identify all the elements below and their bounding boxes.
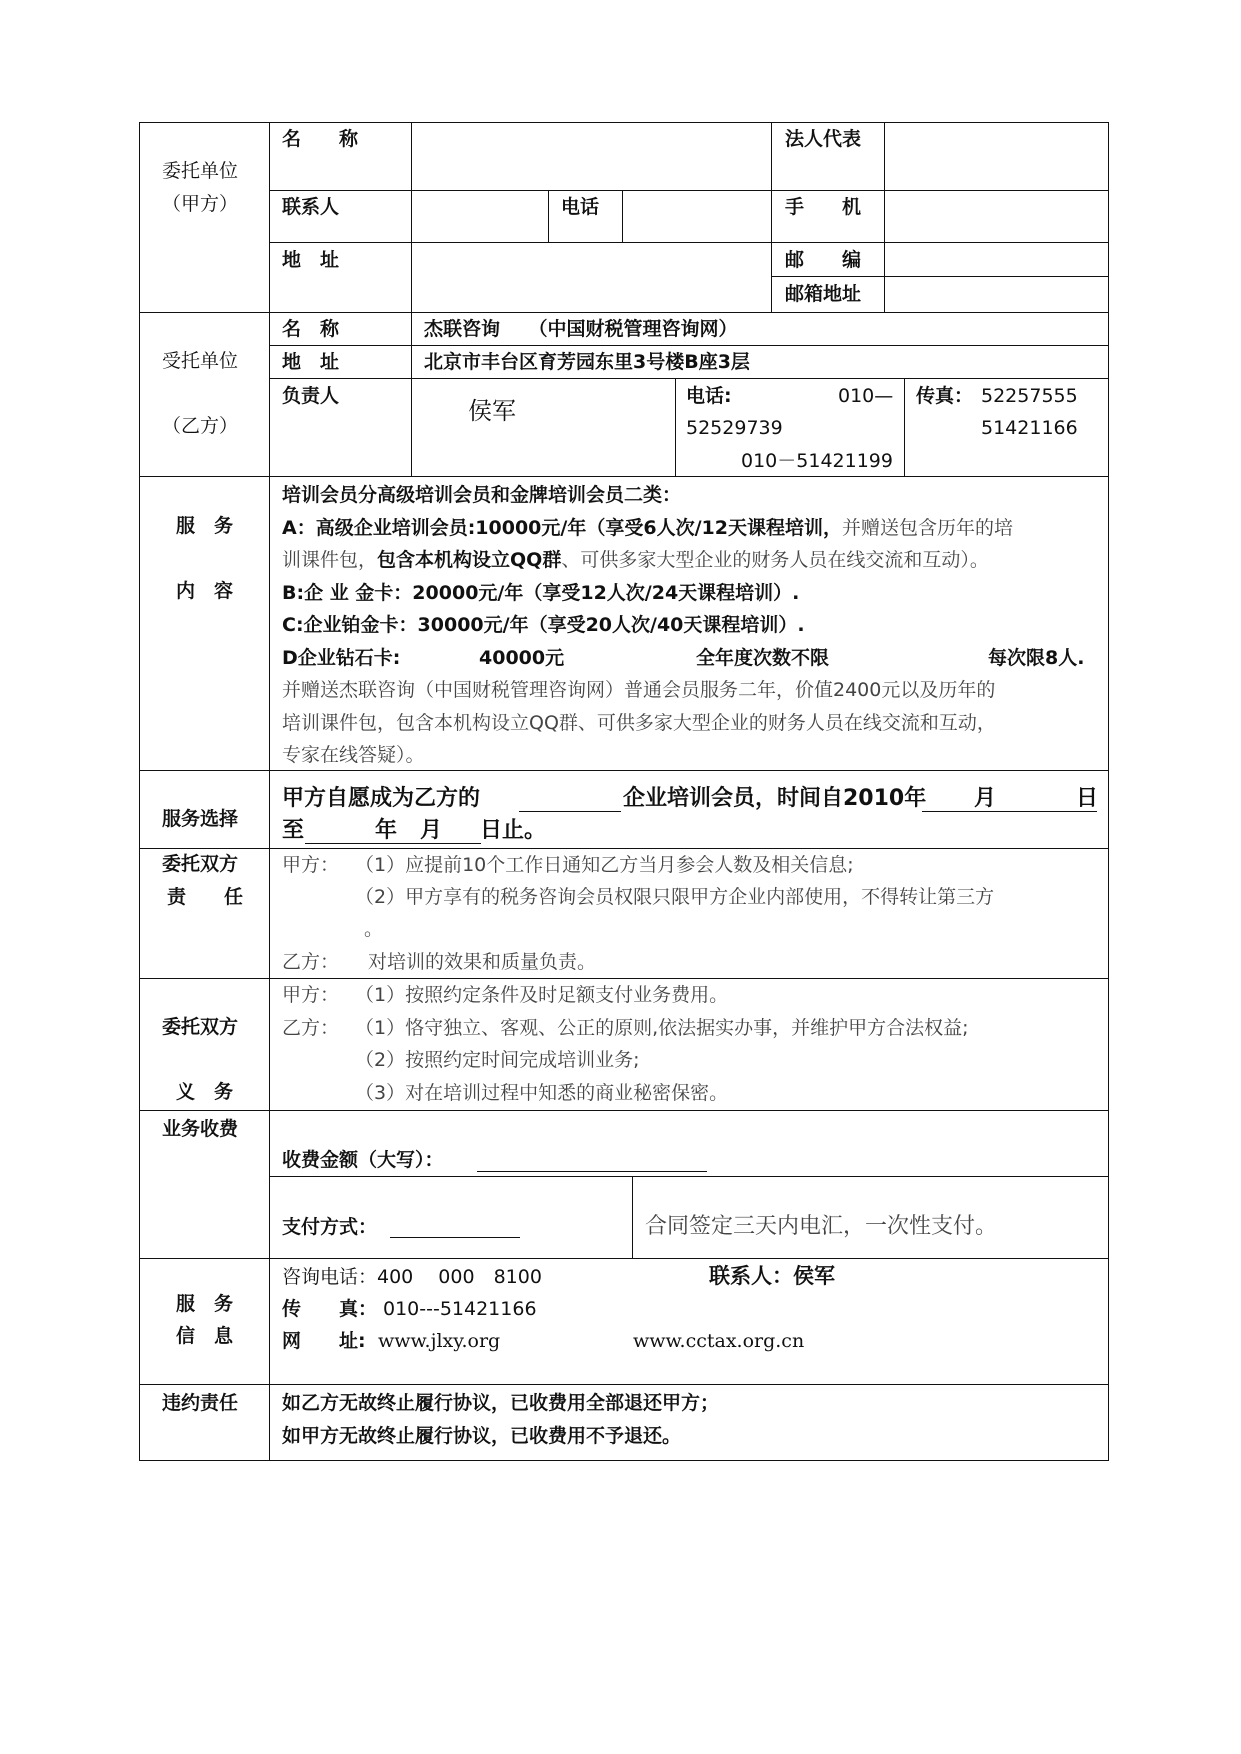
party-b-name-label: 名 称: [282, 318, 340, 340]
cell-line: [411, 122, 412, 243]
choice-end-year: 年: [375, 818, 398, 843]
payment-method-label: 支付方式：: [282, 1216, 378, 1238]
email-label: 邮箱地址: [785, 283, 862, 305]
start-month-blank: [922, 811, 1097, 812]
row-line: [139, 1258, 1109, 1259]
choice-start-month: 月: [974, 786, 997, 811]
responsibilities-header: 委托双方: [162, 853, 239, 875]
cell-line: [884, 122, 885, 313]
party-a-header: 委托单位: [162, 160, 239, 182]
fee-amount-field[interactable]: [477, 1171, 707, 1172]
obl-party-b-item-2: （2）按照约定时间完成培训业务;: [355, 1049, 640, 1071]
obligations-header-sub: 义 务: [176, 1081, 234, 1103]
plan-d-price: 40000元: [479, 647, 565, 669]
cell-line: [771, 122, 772, 313]
cell-line: [632, 1176, 633, 1259]
gift-line-2: 培训课件包，包含本机构设立QQ群、可供多家大型企业的财务人员在线交流和互动，: [282, 712, 996, 734]
party-b-phone-value-3: 010－51421199: [741, 450, 893, 472]
party-b-phone-value-2: 52529739: [686, 417, 783, 439]
resp-party-a-item-2-end: 。: [364, 918, 384, 940]
postcode-label: 邮 编: [785, 249, 862, 271]
obl-party-a-item-1: （1）按照约定条件及时足额支付业务费用。: [355, 984, 729, 1006]
consult-phone: 咨询电话：400 000 8100: [282, 1266, 542, 1288]
cell-line: [411, 242, 412, 313]
cell-line: [904, 378, 905, 477]
website-label: 网 址:: [282, 1330, 366, 1352]
party-b-address-value: 北京市丰台区育芳园东里3号楼B座3层: [424, 351, 750, 373]
obligations-header: 委托双方: [162, 1016, 239, 1038]
service-intro: 培训会员分高级培训会员和金牌培训会员二类：: [282, 484, 682, 506]
table-border-right: [1108, 122, 1109, 1461]
resp-party-b-item-1: 对培训的效果和质量负责。: [368, 951, 597, 973]
website-1[interactable]: www.jlxy.org: [378, 1330, 501, 1352]
breach-line-2: 如甲方无故终止履行协议，已收费用不予退还。: [282, 1425, 682, 1447]
service-content-header: 服 务: [176, 515, 234, 537]
choice-start-day: 日: [1076, 786, 1099, 811]
plan-d-times: 全年度次数不限: [696, 647, 830, 669]
resp-party-a-item-2: （2）甲方享有的税务咨询会员权限只限甲方企业内部使用，不得转让第三方: [355, 886, 995, 908]
cell-line: [771, 276, 1109, 277]
row-line: [139, 848, 1109, 849]
cell-line: [548, 190, 549, 243]
person-value: 侯军: [468, 397, 516, 425]
row-line: [139, 978, 1109, 979]
fax-value-1: 52257555: [981, 385, 1078, 407]
party-b-name-value: 杰联咨询 （中国财税管理咨询网）: [424, 318, 738, 340]
cell-line: [622, 190, 623, 243]
party-a-header-sub: （甲方）: [162, 193, 239, 215]
obl-party-a-label: 甲方：: [282, 984, 340, 1006]
obl-party-b-item-1: （1）恪守独立、客观、公正的原则,依法据实办事，并维护甲方合法权益;: [355, 1017, 969, 1039]
person-label: 负责人: [282, 385, 340, 407]
row-line: [139, 770, 1109, 771]
choice-to: 至: [282, 818, 305, 843]
name-label: 名 称: [282, 128, 359, 150]
plan-a-rest: 并赠送包含历年的培: [841, 517, 1013, 539]
cell-line: [269, 242, 1109, 243]
gift-line-1: 并赠送杰联咨询（中国财税管理咨询网）普通会员服务二年，价值2400元以及历年的: [282, 679, 996, 701]
info-fax-value: 010---51421166: [383, 1298, 537, 1320]
service-info-header-sub: 信 息: [176, 1325, 234, 1347]
plan-d-limit: 每次限8人.: [988, 647, 1085, 669]
website-2[interactable]: www.cctax.org.cn: [633, 1330, 805, 1352]
legal-rep-label: 法人代表: [785, 128, 862, 150]
cell-line: [411, 312, 412, 477]
party-b-phone-label: 电话:: [686, 385, 732, 407]
choice-line-1-a: 甲方自愿成为乙方的: [282, 786, 481, 811]
party-b-header: 受托单位: [162, 350, 239, 372]
plan-a-bold: A：高级企业培训会员:10000元/年（享受6人次/12天课程培训，: [282, 517, 842, 539]
row-line: [139, 476, 1109, 477]
party-b-header-sub: （乙方）: [162, 415, 239, 437]
contact-label: 联系人: [282, 196, 340, 218]
service-content-header-sub: 内 容: [176, 580, 234, 602]
plan-a-line2-start: 训课件包，: [282, 549, 378, 571]
row-line: [139, 1460, 1109, 1461]
cell-line: [269, 378, 1109, 379]
obl-party-b-item-3: （3）对在培训过程中知悉的商业秘密保密。: [355, 1082, 729, 1104]
info-fax-label: 传 真：: [282, 1298, 378, 1320]
fax-value-2: 51421166: [981, 417, 1078, 439]
fees-header: 业务收费: [162, 1118, 239, 1140]
payment-note: 合同签定三天内电汇，一次性支付。: [645, 1214, 998, 1239]
choice-end-day: 日止。: [480, 818, 547, 843]
header-column-divider: [269, 122, 270, 1461]
service-info-header: 服 务: [176, 1293, 234, 1315]
resp-party-a-item-1: （1）应提前10个工作日通知乙方当月参会人数及相关信息;: [355, 854, 854, 876]
plan-a-line2-rest: 、可供多家大型企业的财务人员在线交流和互动）。: [561, 549, 989, 571]
table-border-left: [139, 122, 140, 1461]
cell-line: [269, 190, 1109, 191]
plan-a-line-2: [282, 549, 989, 571]
resp-party-a-label: 甲方：: [282, 854, 340, 876]
resp-party-b-label: 乙方：: [282, 951, 340, 973]
plan-b-line: B:企 业 金卡：20000元/年（享受12人次/24天课程培训）.: [282, 582, 800, 604]
plan-a-line2-bold: 包含本机构设立QQ群: [377, 549, 562, 571]
plan-c-line: C:企业铂金卡：30000元/年（享受20人次/40天课程培训）.: [282, 614, 805, 636]
fee-amount-label: 收费金额（大写）：: [282, 1149, 444, 1171]
responsibilities-header-sub: 责 任: [167, 886, 244, 908]
gift-line-3: 专家在线答疑）。: [282, 744, 425, 766]
choice-end-month: 月: [420, 818, 443, 843]
party-b-address-label: 地 址: [282, 351, 340, 373]
cell-line: [675, 378, 676, 477]
mobile-label: 手 机: [785, 196, 862, 218]
member-type-blank: [519, 811, 621, 812]
cell-line: [269, 1176, 1109, 1177]
cell-line: [269, 345, 1109, 346]
breach-line-1: 如乙方无故终止履行协议，已收费用全部退还甲方；: [282, 1392, 720, 1414]
breach-header: 违约责任: [162, 1392, 239, 1414]
plan-a-line-1: [282, 517, 1013, 539]
row-line: [139, 122, 1109, 123]
fax-label: 传真：: [916, 385, 974, 407]
plan-d-label: D企业钻石卡:: [282, 647, 401, 669]
service-choice-header: 服务选择: [162, 808, 239, 830]
party-b-phone-value-1: 010—: [838, 385, 894, 407]
row-line: [139, 312, 1109, 313]
choice-line-1-b: 企业培训会员，时间自2010年: [623, 786, 927, 811]
row-line: [139, 1384, 1109, 1385]
row-line: [139, 1110, 1109, 1111]
obl-party-b-label: 乙方：: [282, 1017, 340, 1039]
payment-method-field[interactable]: [390, 1237, 520, 1238]
address-label: 地 址: [282, 249, 340, 271]
info-contact: 联系人：侯军: [709, 1264, 835, 1288]
phone-label: 电话: [561, 196, 600, 218]
